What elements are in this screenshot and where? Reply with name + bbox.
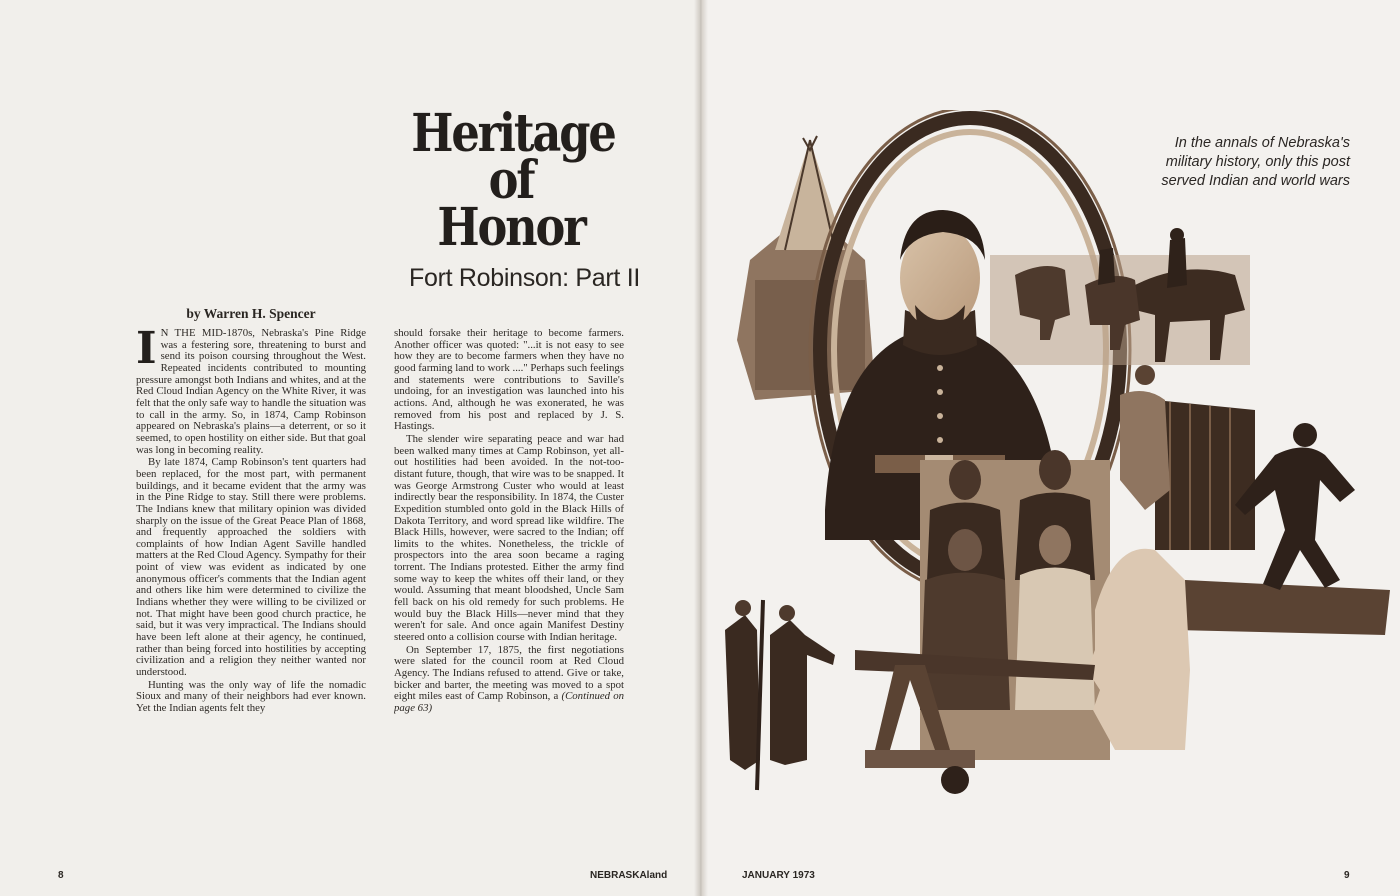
article-column-1 xyxy=(136,328,366,798)
article-column-2 xyxy=(394,328,624,798)
historical-photo-collage xyxy=(715,110,1395,800)
article-title xyxy=(411,103,615,258)
title-line-2: of xyxy=(488,150,534,211)
paragraph-text: On September 17, 1875, the first negotiations were slated for the council room at Red Cloud Agency. The Indians refused to attend. Give or take, bicker and barter, the meeting was moved to a spot eight miles east of Camp Robinson, a xyxy=(394,643,624,703)
title-line-1: Heritage xyxy=(411,103,615,164)
title-line-3: Honor xyxy=(437,197,585,258)
paragraph-text: N THE MID-1870s, Nebraska's Pine Ridge was a festering sore, threatening to burst and send its poison coursing throughout the West. Repeated incidents contributed to mounting pressure amongst both Indians and whites, and at the Red Cloud Indian Agency on the White River, it was felt that the only safe way to handle the situation was to call in the army. So, in 1874, Camp Robinson appeared on Nebraska's plains—a deterrent, or so it seemed, to open hostility on either side. But that goal was long in becoming reality. xyxy=(136,328,366,456)
magazine-name: NEBRASKAland xyxy=(590,870,668,881)
article-byline: by Warren H. Spencer xyxy=(186,306,316,321)
paragraph xyxy=(136,328,366,456)
paragraph: By late 1874, Camp Robinson's tent quarters had been replaced, for the most part, with permanent buildings, and it became evident that the army was in the Pine Ridge to stay. Still there were problems. The Indians knew that military opinion was divided sharply on the issue of the Great Peace Plan of 1868, and frequently approached the soldiers with complaints of how Indian Agent Saville handled matters at the Red Cloud Agency. Sympathy for their point of view was evident as indicated by one anonymous officer's comments that the Indian agent and others like him were determined to civilize the Indians whether they were willing to be civilized or not. That might have been good church practice, he said, but it was very impractical. The Indians should have been left alone at their agency, he continued, rather than being forced into hostilities by accepting civilization and a religion they neither wanted nor understood. xyxy=(136,456,366,679)
photo-caption: In the annals of Nebraska's military history, only this post served Indian and world wars xyxy=(1161,135,1350,189)
page-gutter xyxy=(694,0,708,896)
page-number-left: 8 xyxy=(58,870,64,881)
indian-chiefs-group-photo xyxy=(920,450,1110,760)
cavalry-riders-photo xyxy=(990,228,1250,365)
page-number-right: 9 xyxy=(1344,870,1350,881)
paragraph: should forsake their heritage to become farmers. Another officer was quoted: "...it is not easy to see how they are to become farmers when they have no good farming land to work ...." Perhaps such feelings and statements were contributions to Saville's undoing, for an investigation was launched into his actions. And, although he was exonerated, he was removed from his post and replaced by J. S. Hastings. xyxy=(394,328,624,433)
article-subtitle: Fort Robinson: Part II xyxy=(409,264,640,292)
paragraph xyxy=(394,645,624,715)
paragraph: Hunting was the only way of life the nomadic Sioux and many of their neighbors had ever known. Yet the Indian agents felt they xyxy=(136,678,366,714)
paragraph: The slender wire separating peace and war had been walked many times at Camp Robinson, yet all-out hostilities had been avoided. In the not-too-distant future, though, that wire was to be snapped. It was George Armstrong Custer who would at least indirectly bear the responsibility. In 1874, the Custer Expedition stumbled onto gold in the Black Hills of Dakota Territory, and word spread like wildfire. The Black Hills, however, were sacred to the Indian; off limits to the whites. Nonetheless, the trickle of prospectors into the area soon became a raging torrent. The Indians protested. Either the army find some way to keep the whites off their land, or they would. Assuming that meant bloodshed, Uncle Sam fell back on his old remedy for such problems. He would buy the Black Hills—never mind that they weren't for sale. And once again Manifest Destiny steered onto a collision course with Indian heritage. xyxy=(394,432,624,644)
drop-cap: I xyxy=(136,328,157,374)
issue-date: JANUARY 1973 xyxy=(742,870,815,881)
tipi-photo xyxy=(737,136,875,400)
continued-note: (Continued on page 63) xyxy=(394,690,624,714)
fence-photo xyxy=(1120,365,1255,550)
